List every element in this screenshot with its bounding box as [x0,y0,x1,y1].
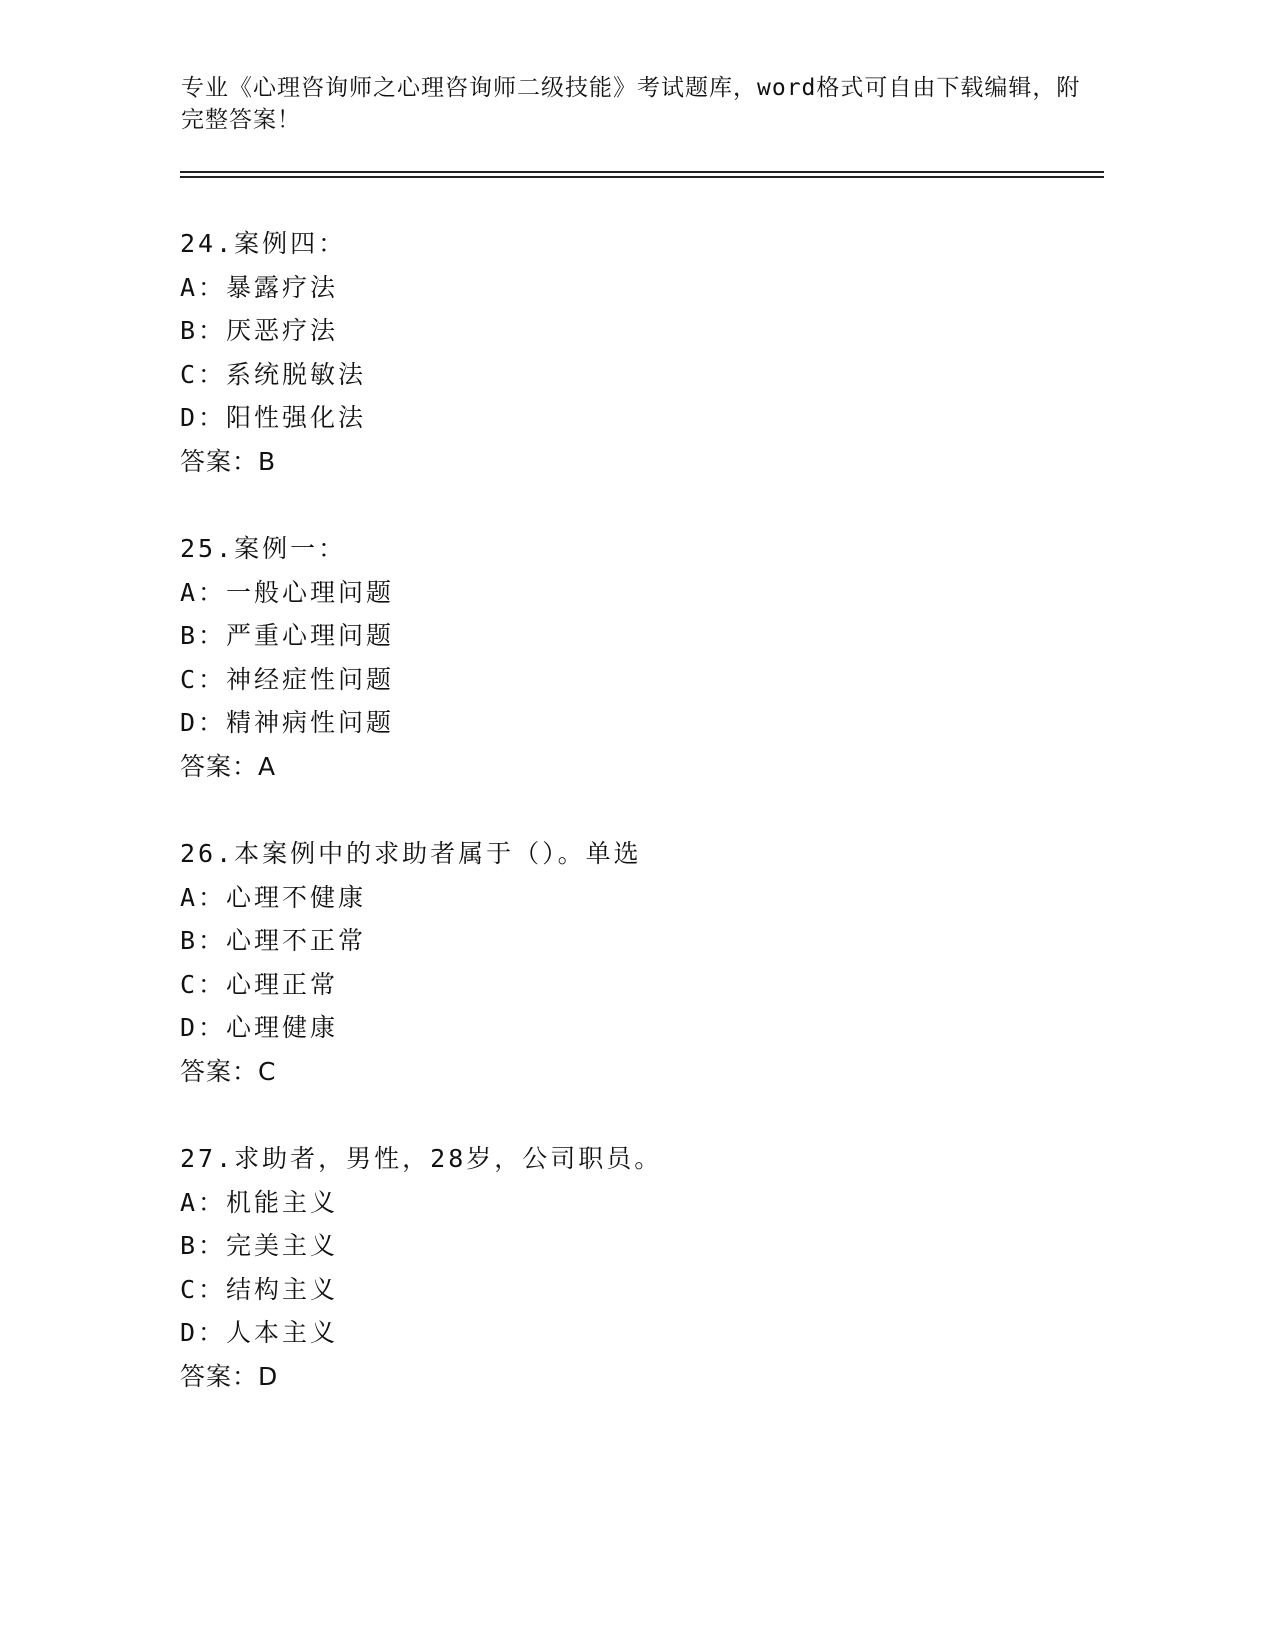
question-24 [180,222,366,483]
option-d: D：精神病性问题 [180,708,395,737]
option-a: A：机能主义 [180,1187,339,1217]
option-a: A：暴露疗法 [180,272,339,302]
question-stem: 26.本案例中的求助者属于（）。单选 [180,839,642,868]
option-b: B：心理不正常 [180,926,367,955]
answer-line: 答案：A [180,751,277,781]
answer-line: 答案：C [180,1056,277,1086]
option-c: C：神经症性问题 [180,664,395,694]
document-header: 专业《心理咨询师之心理咨询师二级技能》考试题库，word格式可自由下载编辑，附完整答案！ [181,75,1081,133]
option-d: D：阳性强化法 [180,403,367,432]
option-d: D：人本主义 [180,1318,339,1347]
option-c: C：心理正常 [180,969,339,999]
option-b: B：严重心理问题 [180,621,395,650]
answer-line: 答案：B [180,446,277,476]
option-c: C：结构主义 [180,1274,339,1304]
option-b: B：厌恶疗法 [180,316,339,345]
question-26 [180,832,642,1093]
option-a: A：一般心理问题 [180,577,395,607]
question-stem: 24.案例四： [180,229,347,258]
question-stem: 27.求助者，男性，28岁，公司职员。 [180,1144,663,1173]
question-27 [180,1137,662,1398]
answer-line: 答案：D [180,1361,279,1391]
option-b: B：完美主义 [180,1231,339,1260]
header-divider-bottom [180,176,1104,178]
option-a: A：心理不健康 [180,882,367,912]
option-d: D：心理健康 [180,1013,339,1042]
header-divider-top [180,171,1104,173]
question-stem: 25.案例一： [180,534,347,563]
question-25 [180,527,394,788]
option-c: C：系统脱敏法 [180,359,367,389]
